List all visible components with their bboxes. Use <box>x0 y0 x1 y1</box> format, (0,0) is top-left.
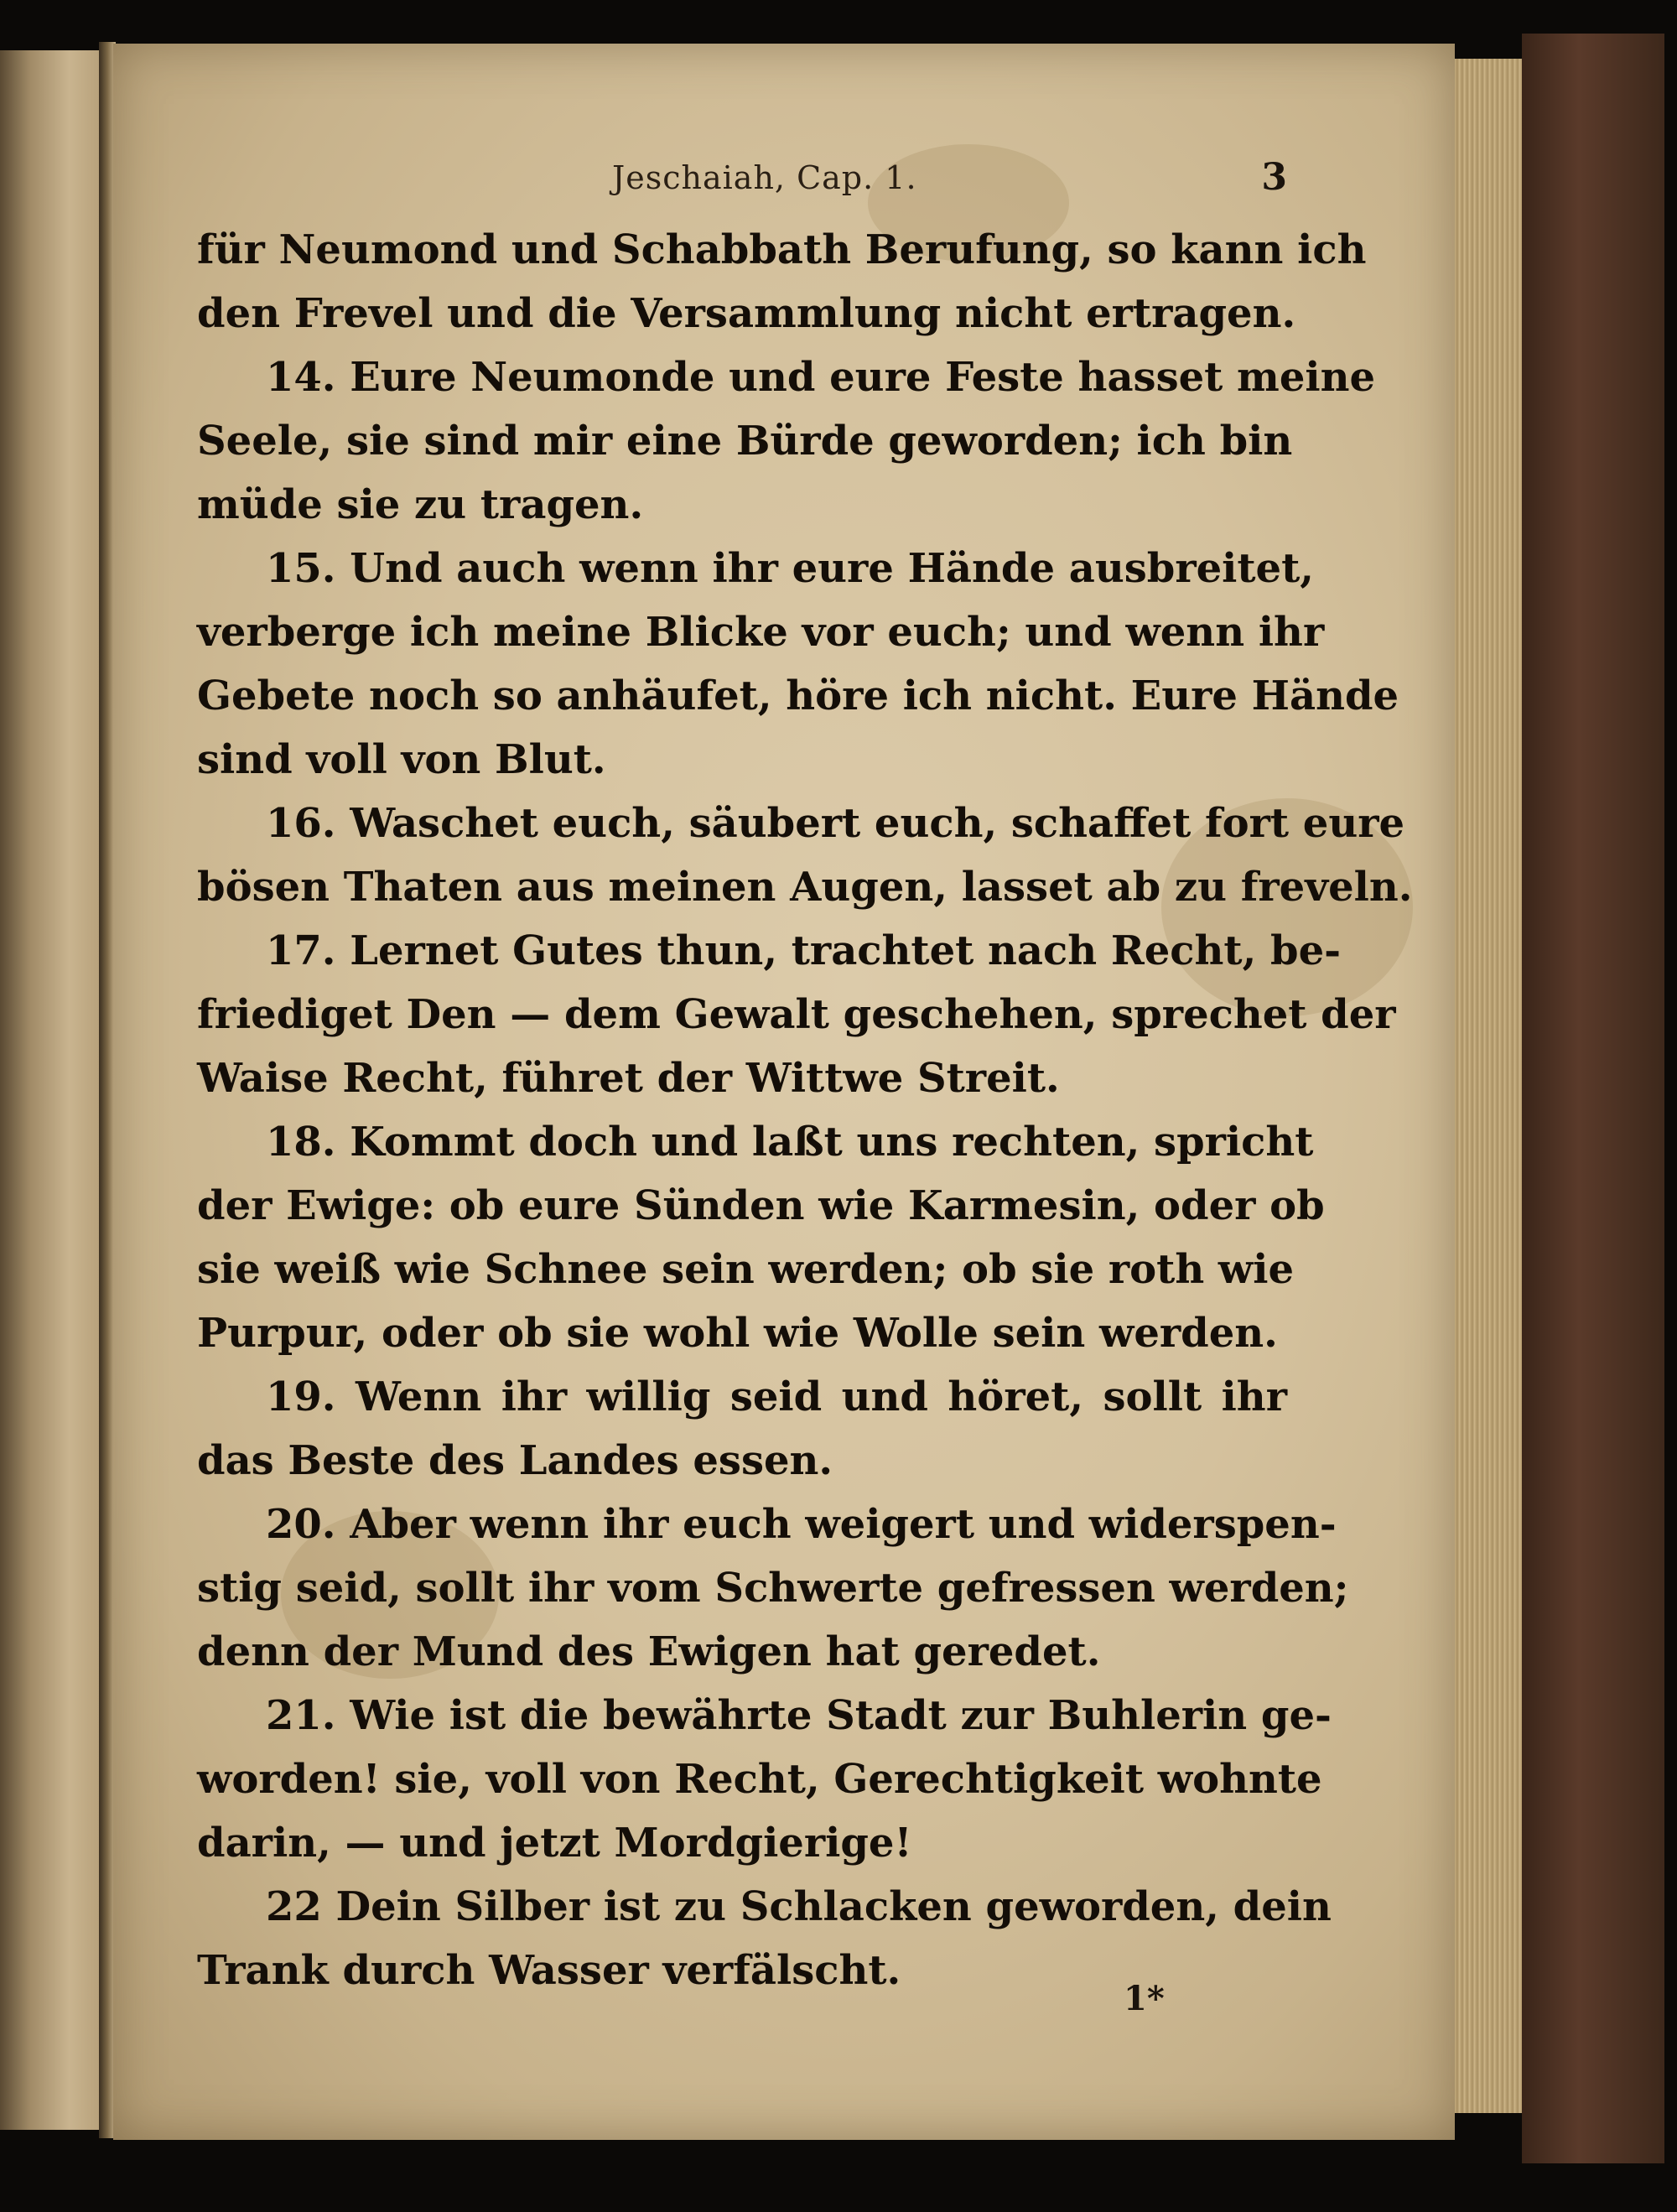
running-title: Jeschaiah, Cap. 1. <box>612 159 917 196</box>
text-line: darin, — und jetzt Mordgierige! <box>197 1820 912 1867</box>
running-header <box>197 156 1287 210</box>
book-cover <box>1522 34 1664 2163</box>
page-number: 3 <box>1261 156 1287 199</box>
text-line: Seele, sie sind mir eine Bürde geworden; ich bin <box>197 418 1293 465</box>
verse-15-start: 15. Und auch wenn ihr eure Hände ausbreitet, <box>266 545 1314 592</box>
verse-14-start: 14. Eure Neumonde und eure Feste hasset meine <box>266 354 1376 401</box>
printer-signature-mark: 1* <box>1124 1979 1165 2018</box>
text-line: Trank durch Wasser verfälscht. <box>197 1947 901 1994</box>
text-line: stig seid, sollt ihr vom Schwerte gefressen werden; <box>197 1565 1349 1612</box>
text-line: der Ewige: ob eure Sünden wie Karmesin, oder ob <box>197 1182 1325 1229</box>
previous-page-edge <box>0 50 99 2130</box>
verse-20-start: 20. Aber wenn ihr euch weigert und widerspen- <box>266 1501 1337 1548</box>
body-text <box>197 218 1413 2002</box>
verse-19-start: 19. Wenn ihr willig seid und höret, sollt ihr <box>266 1373 1287 1420</box>
text-line: worden! sie, voll von Recht, Gerechtigkeit wohnte <box>197 1756 1322 1803</box>
text-line: sind voll von Blut. <box>197 736 606 783</box>
verse-21-start: 21. Wie ist die bewährte Stadt zur Buhlerin ge- <box>266 1692 1332 1739</box>
text-line: verberge ich meine Blicke vor euch; und wenn ihr <box>197 609 1325 656</box>
text-line: bösen Thaten aus meinen Augen, lasset ab zu freveln. <box>197 864 1413 911</box>
text-line: denn der Mund des Ewigen hat geredet. <box>197 1628 1101 1675</box>
verse-17-start: 17. Lernet Gutes thun, trachtet nach Recht, be- <box>266 927 1342 974</box>
verse-18-start: 18. Kommt doch und laßt uns rechten, spricht <box>266 1119 1314 1166</box>
text-line: Gebete noch so anhäufet, höre ich nicht. Eure Hände <box>197 672 1399 719</box>
text-line: müde sie zu tragen. <box>197 481 644 528</box>
verse-22-start: 22 Dein Silber ist zu Schlacken geworden, dein <box>266 1883 1332 1930</box>
verse-16-start: 16. Waschet euch, säubert euch, schaffet fort eure <box>266 800 1405 847</box>
text-line: Purpur, oder ob sie wohl wie Wolle sein werden. <box>197 1310 1278 1357</box>
text-line: Waise Recht, führet der Wittwe Streit. <box>197 1055 1060 1102</box>
text-line: sie weiß wie Schnee sein werden; ob sie roth wie <box>197 1246 1295 1293</box>
text-line: den Frevel und die Versammlung nicht ertragen. <box>197 290 1296 337</box>
page-block-edges <box>1455 59 1522 2113</box>
text-line: friediget Den — dem Gewalt geschehen, sprechet der <box>197 991 1396 1038</box>
text-line: das Beste des Landes essen. <box>197 1437 833 1484</box>
text-line: für Neumond und Schabbath Berufung, so kann ich <box>197 226 1367 273</box>
